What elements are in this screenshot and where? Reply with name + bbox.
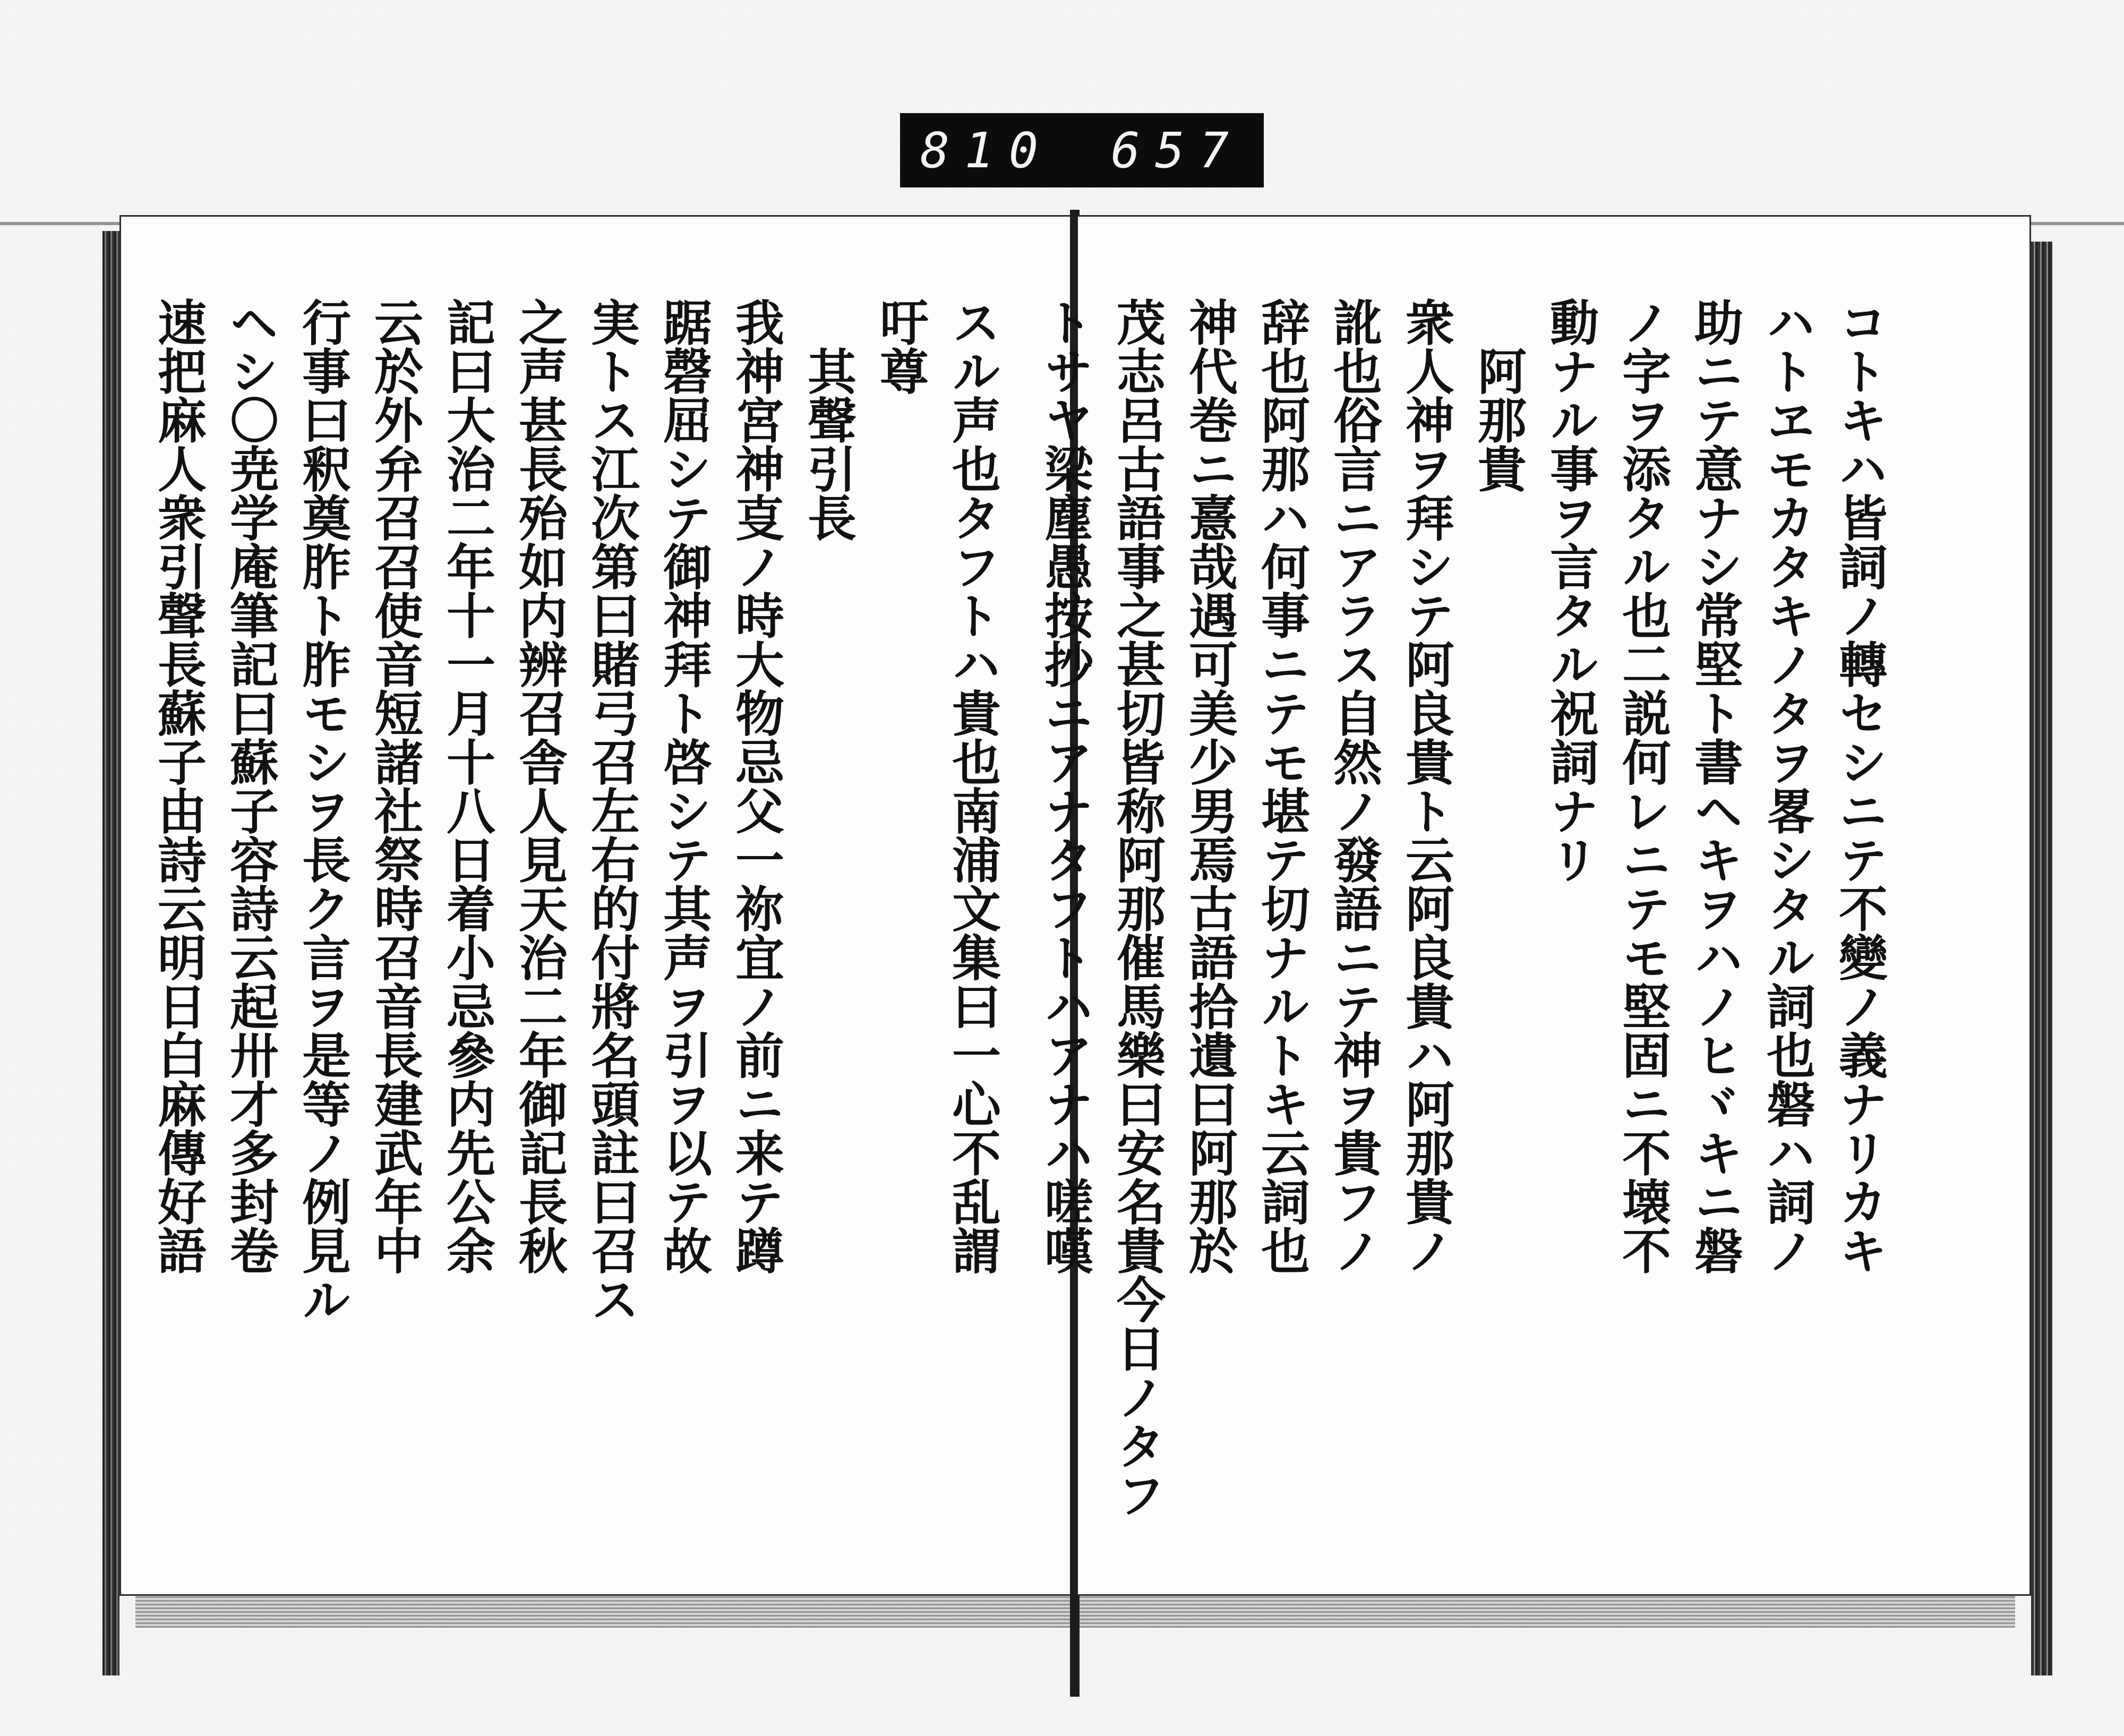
text-column: トサヤ梁塵愚按抄ニアナタフトハアナハ嗟嘆 (1037, 297, 1094, 1275)
book-left-edge (102, 231, 119, 1675)
text-column: 神代巻ニ憙哉遇可美少男焉古語拾遺曰阿那於 (1181, 297, 1238, 1275)
text-column: ハトヱモカタキノタヲ畧シタル詞也磐ハ詞ノ (1759, 297, 1816, 1275)
text-column: スル声也タフトハ貴也南浦文集曰一心不乱謂 (944, 297, 1001, 1275)
text-column: 我神宮神㕝ノ時大物忌父一祢宜ノ前ニ来テ蹲 (727, 297, 785, 1275)
text-column: 辞也阿那ハ何事ニテモ堪テ切ナルトキ云詞也 (1253, 297, 1311, 1275)
text-column: 速把麻人衆引聲長蘇子由詩云明日白麻傳好語 (150, 297, 207, 1275)
text-column: 衆人神ヲ拜シテ阿良貴ト云阿良貴ハ阿那貴ノ (1398, 297, 1455, 1275)
text-column: 実トス江次第曰賭弓召左右的付將名頭註曰召ス (583, 297, 640, 1323)
right-page-text (1037, 297, 1896, 1519)
text-column: 吁尊 (872, 297, 929, 395)
text-column: 動ナル事ヲ言タル祝詞ナリ (1542, 297, 1599, 884)
book-right-edge (2031, 242, 2052, 1675)
label-left-number: 810 (920, 122, 1054, 179)
text-column: 踞磬屈シテ御神拜ト啓シテ其声ヲ引ヲ以テ故 (655, 297, 713, 1275)
text-column: 云於外弁召召使音短諸社祭時召音長建武年中 (366, 297, 424, 1275)
text-column: 之声甚長殆如内辨召舎人見天治二年御記長秋 (511, 297, 568, 1275)
left-page-text (150, 297, 1009, 1386)
text-column: 助ニテ意ナシ常堅ト書ヘキヲハノヒヾキニ磐 (1686, 297, 1744, 1275)
archive-label-plate (900, 113, 1264, 187)
text-column: ヘシ〇尭学庵筆記曰蘇子容詩云起卅才多封卷 (222, 297, 279, 1275)
label-right-number: 657 (1110, 122, 1244, 179)
text-column: 記曰大治二年十一月十八日着小忌參内先公余 (439, 297, 496, 1275)
text-column: ノ字ヲ添タル也二説何レニテモ堅固ニ不壊不 (1614, 297, 1672, 1275)
text-column: コトキハ皆詞ノ轉セシニテ不變ノ義ナリカキ (1831, 297, 1888, 1275)
text-column: 訛也俗言ニアラス自然ノ發語ニテ神ヲ貴フノ (1325, 297, 1383, 1275)
text-column: 行事曰釈奠胙ト胙モシヲ長ク言ヲ是等ノ例見ル (294, 297, 352, 1323)
section-heading: 阿那貴 (1470, 346, 1527, 493)
section-heading: 其聲引長 (800, 346, 857, 542)
text-column: 茂志呂古語事之甚切皆称阿那催馬樂曰安名貴今日ノタフ (1109, 297, 1166, 1519)
